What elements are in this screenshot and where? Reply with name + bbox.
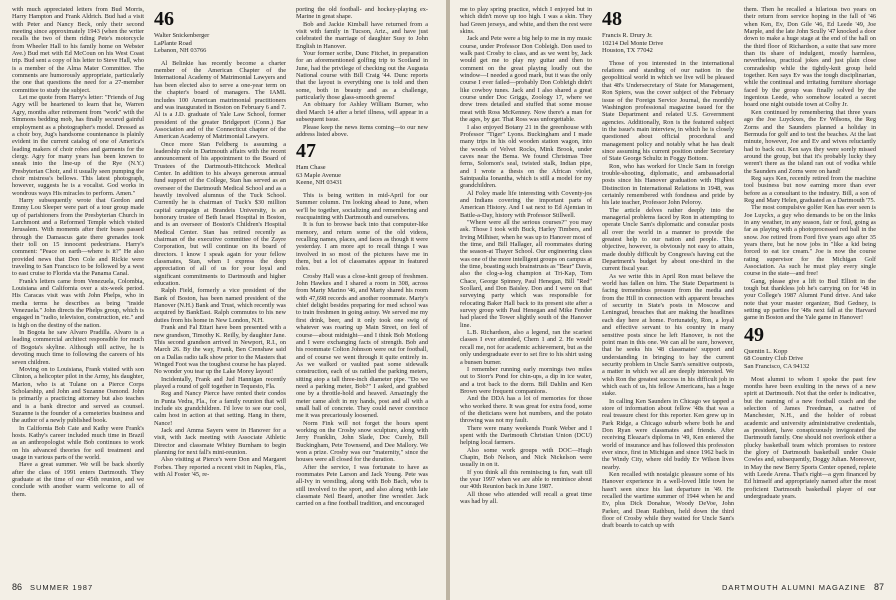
paragraph: This is being written in mid-April for our Summer column. I'm looking ahead to June, when we'll be together, socializing and remembering and reacquainting with Dartmouth and ourselves. bbox=[296, 191, 428, 221]
paragraph: Reg says Ken, recently retired from the machine tool business but now earning more than ever before as a consultant to the industry. Bill, a son of Reg and Mary Helen, graduated as a Dartmouth '75. bbox=[744, 174, 876, 204]
class-number-49: 49 bbox=[744, 323, 764, 346]
paragraph: porting the old football- and hockey-playing ex-Marine in great shape. bbox=[296, 6, 428, 21]
address-line: 68 Country Club Drive bbox=[744, 355, 804, 363]
paragraph: Also visiting at Pierce's were Don and Margaret Forbes. They reported a recent visit in Naples, Fla., with Al Foster '45, re- bbox=[154, 456, 286, 479]
class-secretary-address-46 bbox=[154, 32, 286, 55]
paragraph: In calling Ken Saunders in Chicago we tapped a store of information about fellow '48s that was a real treasure chest for this reporter. Ken grew up in Park Ridge, a Chicago suburb where both he and Don Ryan were classmates and friends. After receiving Eleazar's diploma in '49, Ken entered the world of insurance and has followed this profession ever since, first in Michigan and since 1962 back in the Windy City, where old buddy Ev Wilson lives nearby. bbox=[602, 397, 734, 471]
paragraph: Crosby Hall was a close-knit group of freshmen. John Hawkes and I shared a room in 308, across from Marty Marino '46, and Marty shared his room with 47,698 records and another roommate. Marty's chief delight besides preparing for med school was to train freshmen in going astray. We served me my first drink, beer, and it only took one swig of whatever was roaring up Main Street, on feel of course—about midnight—and I think Bob Motlong and I were exchanging facts of strength. Bob and his roommate Colton Johnson were out for football, and of course we went through it quite entirely in. As we walked or vaulted past some sidewalk construction, each of us rattled the parking meters, sitting atop a tall three-inch diameter pipe. "Do we need a parking meter, Bob?" I asked, and grabbed one by a throttle-hold and heaved. Amazingly the meter came aloft in my hands, post and all with a small ball of concrete. They could never convince me it was precariously loosened. bbox=[296, 272, 428, 420]
paragraph: Bob and Jackie Kimball have returned from a visit with family in Tucson, Ariz., and have just celebrated the marriage of daughter Susy to John English in Hanover. bbox=[296, 20, 428, 50]
paragraph: Ken recalled with nostalgic pleasure some of his Hanover experience in a well-loved little town he hasn't seen since his last departure in '49. He recalled the wartime summer of 1944 when he and Ev, plus Dick Donahue, Woody DeVoe, John Parker, and Dean Rathbun, held down the third floor of Crosby while they waited for Uncle Sam's draft boards to catch up with bbox=[602, 471, 734, 530]
paragraph: Once more Stan Feldberg is assuming a leadership role in Dartmouth affairs with the recent announcement of his appointment to the Board of Trustees of the Dartmouth-Hitchcock Medical Center. In addition to his always generous annual fund support of the College, Stan has served as an overseer of the Dartmouth Medical School and as a heavily involved alumnus of the Tuck School. Currently he is chairman of Tuck's $30 million capital campaign at Brandeis University, is an honorary trustee of Beth Israel Hospital in Boston, and is an overseer of Boston's Children's Hospital Medical Center. Stan has retired recently as chairman of the executive committee of the Zayre Corporation, but will continue on its board of directors. I know I speak again for your fellow classmates, Stan, when I express the deep appreciation of all of us for your loyal and significant commitments to Dartmouth and higher education. bbox=[154, 140, 286, 288]
class-number-46: 46 bbox=[154, 8, 174, 30]
page-number: 86 bbox=[12, 582, 23, 592]
paragraph: Reg and Nancy Pierce have rented their condos in Punta Vedra, Fla., for a family reunion that will include six grandchildren. I'd love to see our cool, calm host in action at that setting. Hang in there, Nance! bbox=[154, 390, 286, 427]
paragraph: There were many weekends Frank Weber and I spent with the Dartmouth Christian Union (DCU) helping local farmers. bbox=[460, 424, 592, 447]
paragraph: Most alumni to whom I spoke the past few months have been exulting in the news of a new spirit at Dartmouth. Not that the order is indicative, but the naming of a new football coach and the selection of James Freedman, a native of Manchester, N.H., and the holder of robust academic and university administrative credentials, as president, have conspicuously invigorated the Dartmouth family. One should not overlook either a plucky basketball team which promises to restore the glory of Dartmouth basketball under Ossie Cowles and, subsequently, Doggy Julian. Moreover, in May the new Berry Sports Center opened, replete with Leede Arena. That's right—a gym financed by Ed himself and appropriately named after the most proficient Dartmouth basketball player of our undergraduate years. bbox=[744, 375, 876, 501]
paragraph: It is fun to browse back into that computer-like memory, and return some of the old videos, recalling names, places, and faces as though it were yesterday. I am more apt to recall things I was involved in so most of the pictures have me in them, but a lot of classmates appear in featured roles. bbox=[296, 221, 428, 273]
left-folio bbox=[12, 582, 93, 592]
paragraph: If you think all this reminiscing is fun, wait till the year 1997 when we are able to reminisce about our 40th Reunion back in June 1987. bbox=[460, 468, 592, 491]
class-secretary-address-47 bbox=[296, 164, 428, 187]
paragraph: The article delves rather deeply into the managerial problems faced by Ron in attempting to operate Uncle Sam's diplomatic and consular posts all over the world in a manner to provide the greatest help to our nation and people. This objective, however, is obviously not easy to attain, made doubly difficult by Congress's having cut the Department's budget by about one-third in the current fiscal year. bbox=[602, 206, 734, 273]
paragraph: Also some work groups with DOC—Hugh Chapin, Bob Nelson, and Nick Nickelson were usually in on it. bbox=[460, 446, 592, 469]
paragraph: Have a great summer. We will be back shortly after the class of 1991 enters Dartmouth. They graduate at the time of our 45th reunion, and we conclude with another warm welcome to all of them. bbox=[12, 461, 144, 498]
paragraph: As we write this in April Ron must believe the world has fallen on him. The State Department is facing tremendous pressure from the media and from the Hill in connection with apparent breaches of security in State's posts in Moscow and Leningrad, breaches that are making the headlines each day here at home. Fortunately, Ron, a loyal and effective servant to his country in many sensitive posts since he left Hanover, is not the point man in this one. We can all be sure, however, that he seeks his '48 classmates' support and understanding in bringing to bay the current security problem in Uncle Sam's sensitive outposts, a matter in which we all are deeply interested. We wish Ron the greatest success in his difficult job in which each of us, his fellow Americans, has a huge stake. bbox=[602, 272, 734, 398]
paragraph: Gang, please give a lift to Bud Elliott in the tough but thankless job he's carrying on for '48 in your College's 1987 Alumni Fund drive. And take note that your master organizer, Bud Gedney, is setting up parties for '48s next fall at the Harvard game in Boston and the Yale game in Hanover! bbox=[744, 277, 876, 322]
paragraph: Please keep the news items coming—to our new address listed above. bbox=[296, 123, 428, 138]
paragraph: Those of you interested in the international relations and standing of our nation in the geopolitical world in which we live will be pleased that 48's Undersecretary of State for Management, Ron Spiers, was the cover subject of the February issue of the Foreign Service Journal, the monthly Washington professional magazine issued for the State Department and related U.S. Government agencies. Additionally, Ron is the featured subject in the issue's main interview, in which he is closely questioned about official procedural and management policy and notably what he has dealt since assuming his current position under Secretary of State George Schultz in Foggy Bottom. bbox=[602, 59, 734, 163]
paragraph: Frank's letters came from Venezuela, Colombia, Louisiana and California over a six-week period. His Caracas visit was with John Phelps, who in media terms he describes as being "inside Venezuela." John directs the Phelps group, which is engaged in "radio, television, construction, etc." and is high on the destiny of the nation. bbox=[12, 277, 144, 329]
paragraph: L.B. Richardson, also a legend, ran the scariest classes I ever attended, Chem 1 and 2. He would recall me, not for academic achievement, but as the only undergraduate ever to set fire to his shirt using a bunsen burner. bbox=[460, 329, 592, 366]
class-number-47: 47 bbox=[296, 140, 316, 163]
left-column-1 bbox=[12, 6, 144, 574]
issue-title: SUMMER 1987 bbox=[30, 583, 94, 592]
paragraph: All those who attended will recall a great time was had by all. bbox=[460, 490, 592, 506]
paragraph: Ken continued by remembering that three years ago the Joe Luyckxes, the Ev Wilsons, the Reg Zorns and the Saunders planned a holiday in Bermuda for golf and to test the beaches. At the last minute, however, Joe and Ev and wives reluctantly had to back out. Ken says they were sorely missed around the group, but that it's probably lucky they weren't there as the island ran out of vodka while the Saunders and Zorns were on hand! bbox=[744, 108, 876, 175]
right-page bbox=[450, 0, 896, 600]
paragraph: Al Belinkie has recently become a charter member of the American Chapter of the International Academy of Matrimonial Lawyers and has been elected also to serve a one-year term on the chapter's board of managers. The IAML includes 100 American matrimonial practitioners and was inaugurated in Boston on February 6 and 7. Al is a J.D. graduate of Yale Law School, former president of the greater Bridgeport (Conn.) Bar Association and of the Connecticut chapter of the American Academy of Matrimonial Lawyers. bbox=[154, 59, 286, 141]
paragraph: Incidentally, Frank and Jud Hannigan recently played a round of golf together in Tequesto, Fla. bbox=[154, 375, 286, 390]
address-line: Quentin L. Kopp bbox=[744, 347, 788, 355]
paragraph: Jack and Pete were a big help to me in my music course, under Professor Don Cobleigh. Don used to walk past Crosby to class, and as we went by, Jack would get me to play my guitar and then to comment on the great playing loudly out the window—I needed a good mark, but it was the only course I ever failed—probably Don Cobleigh didn't like cowboy tunes. Jack and I also shared a great course under Doc Griggs, Zoology 17, where we drew trees detailed and stuffed that some mouse meat with Ross McKenney. Now there's a man for the ages, by gar. That Ross was unforgettable. bbox=[460, 35, 592, 124]
class-48-notes-continued bbox=[744, 6, 876, 322]
paragraph: I also enjoyed Botany 21 in the greenhouse with Professor "Tiger" Lyons. Buckingham and I made many trips in his old wooden station wagon, into the woods of Velvet Rocks, Mink Brook, under caves near the Bema. We found Christmas Tree ferns, Solomon's seal, twisted stalk, Indian pipe, and I wrote a thesis on the African violet, Saintpaulia Ionantha, which is still a model for my grandchildren. bbox=[460, 123, 592, 190]
class-48-notes bbox=[602, 60, 734, 530]
paragraph: I remember running early mornings two miles out to Storr's Pond for chin-ups, a dip in ice water, and a trot back to the dorm. Bill Dahlin and Ken Brown were frequent companions. bbox=[460, 365, 592, 395]
right-column-1 bbox=[460, 6, 592, 574]
paragraph: And the DDA has a lot of memories for those who worked there. It was great for extra food, some of the dieticians were hot numbers, and the potato throwing was not my fault. bbox=[460, 395, 592, 425]
class-46-notes bbox=[154, 60, 286, 479]
paragraph: "Where were all the serious courses?" you may ask. Those I took with Buck, Harley Timbers, and Irving Milhiser, when he was up to Hanover most of the time, and Bill Hallager, all roommates during the season-at Thayer School. Our engineering class was one of the more intelligent groups on campus at the time, boasting such brainstrusts as "Bear" Davis, also the clog-a-log champion at Tri-Kap, Tom Chace, George Spinney, Paul Henegan, Bill "Red" Scollard, and Don Baisley. Don and I were on that surveying party which was responsible for relocating Baker Hall back to its present site after a survey group with Paul Henegan and Mike Fender had placed the Tower slightly south of the Hanover line. bbox=[460, 218, 592, 329]
paragraph: them. Then he recalled a hilarious two years on their return from service hoping in the fall of '46 when Ken, Ev, Don Gile '46, Ed Leede '49, Joe Marple, and the late John Scully '47 knocked a door down to make a huge stage at the end of the hall on the third floor of Richardson, a suite that saw more than its share of indulgent, mostly harmless, nevertheless, practical jokes and just plain close comradeship while the tightly-knit group held together. Ken says Ev was the tough disciplinarian, while the continual and irritating furniture shortage faced by the group was finally solved by the ingenious Leede, who somehow located a secret hoard one night outside town at Colby Jr. bbox=[744, 6, 876, 109]
address-line: 10214 Del Monte Drive bbox=[602, 39, 664, 47]
paragraph: Moving on to Louisiana, Frank visited with son Clinton, a helicopter pilot in the Army, his daughter, Marion, who is at Tulane on a Pierce Corps Scholarship, and John and Suzanne Osmond. John is primarily a practicing attorney but also teaches and is a bank director and served as counsel. Suzanne is the founder of a cemeteries business and the author of a newly published book. bbox=[12, 365, 144, 425]
paragraph: Your former scribe, Dunc Fitchet, in preparation for an aforementioned golfing trip to Scotland in June, had the privilege of checking out the Augusta National course with Bill Craig '44. Dunc reports that the layout is everything one is told and then some, both in beauty and as a challenge, particularly those glass-smooth greens! bbox=[296, 50, 428, 102]
issue-title: DARTMOUTH ALUMNI MAGAZINE bbox=[721, 583, 866, 592]
paragraph: An obituary for Ashley William Burner, who died March 14 after a brief illness, will appear in a subsequent issue. bbox=[296, 101, 428, 124]
class-secretary-address-48 bbox=[602, 32, 734, 55]
right-column-3 bbox=[744, 6, 876, 574]
paragraph: Al Foley made life interesting with Coventy-jos and Indians covering the important parts of American History. And I sat next to Ed Ajemian in Battle-a-Day, history with Professor Stillwell. bbox=[460, 189, 592, 219]
left-page bbox=[0, 0, 446, 600]
address-line: Keene, NH 03431 bbox=[296, 179, 343, 187]
paragraph: Jack and Amma Sayers were in Hanover for a visit, with Jack meeting with Associate Athletic Director and classmate Whitey Burnham to begin planning for next fall's mini-reunion. bbox=[154, 426, 286, 456]
address-line: 63 Maple Avenue bbox=[296, 171, 341, 179]
paragraph: In California Bob Cate and Kathy were Frank's hosts. Kathy's career included much time in Brazil as an anthropologist while Bob continues to work on his advanced theories for soil treatment and usage in various parts of the world. bbox=[12, 424, 144, 461]
paragraph: Let me quote from Harry's letter: "Friends of Jug Agry will be heartened to learn that he, Warren Agry, months after retirement from "work" with the Simmons bedding mob, has finally secured gainful employment as a photographer's model. Dressed as a choir boy, Jug's handsome countenance is plainly evident in the current catalog of one of America's leading makers of choir robes and garments for the clergy. Agry for many years has been known to sneak into the line-up of the Rye (N.Y.) Presbyterian Choir, and it usually seen pumping the choir mistress's bellows. This latest photograph, however, suggests he is a vocalist. God works in wondrous ways His miracles to perform. Amen." bbox=[12, 94, 144, 197]
address-line: Lebanon, NH 03766 bbox=[154, 47, 207, 55]
paragraph: The most compulsive golfer Ken has ever seen is Joe Luyckx, a guy who demands to be on the links in any weather, in any season, fair or foul, going as far as playing with a photoprocessed red ball in the snow. Joe retired from Ford five years ago after 35 years there, but he now jobs in "like a kid being forced to eat ice cream." Joe is now the course rating supervisor for the Michigan Golf Association. As such he must play every single course in the state—and free! bbox=[744, 204, 876, 278]
right-folio bbox=[722, 582, 884, 592]
class-secretary-address-49 bbox=[744, 348, 876, 371]
paragraph: me to play spring practice, which I enjoyed but in which didn't move up too high. I was a skin. They had Green jerseys, and white, and then the rest were skins. bbox=[460, 6, 592, 36]
class-46-notes-continued bbox=[296, 6, 428, 138]
paragraph: Ralph Field, formerly a vice president of the Bank of Boston, has been named president of the Hanover (N.H.) Bank and Trust, which recently was acquired by BankEast. Ralph commutes to his new duties from his home in New London, N.H. bbox=[154, 287, 286, 324]
paragraph: with much appreciated letters from Bud Morris, Harry Hampton and Frank Aldrich. Bud had a visit with Peter and Nancy Beck, only their second meeting since approximately 1943 (when the writer recalls the two of them riding Pete's motorcycle from Wheeler Hall to his family home on Webster Ave.) Bud met with Ed McCoun on his West Coast trip. Bud sent a copy of his letter to Steve Hall, who is a member of the Alma Mater Committee. The comments are humorously appropriate, particularly the one that questions the need for a 27-member committee to study the subject. bbox=[12, 6, 144, 94]
page-number: 87 bbox=[873, 582, 884, 592]
class-47-notes bbox=[296, 192, 428, 508]
paragraph: After the service, I was fortunate to have as roommates Pete Larson and Jack Young. Pete was all-Ivy in wrestling, along with Bob Bach, who is still involved to the sport, and also along with late classmate Neil Beard, another fine wrestler. Jack carried on a fine football tradition, and encouraged bbox=[296, 463, 428, 508]
address-line: LaPlante Road bbox=[154, 39, 192, 47]
paragraph: Harry subsequently wrote that Gordon and Emmy Lou Sleeper were part of a tour group made up of parishioners from the Presbyterian Church in Larchmont and a Reformed Temple which visited Jerusalem. With moments after their buses passed through the Damascus gate there grenades took their toll on 15 innocent pedestrians. Harry's comment: "Peace on earth—where is it?" He also provided news that Don Cole and Rickie were traveling to San Francisco to be followed by a west to east cruise to Florida via the Panama Canal. bbox=[12, 196, 144, 278]
class-49-notes bbox=[744, 376, 876, 501]
right-column-2 bbox=[602, 6, 734, 574]
address-line: Ham Chase bbox=[296, 164, 326, 172]
paragraph: Frank and Fal Ettari have been presented with a new grandson, Timothy K. Reilly, by daughter Jane. This second grandson arrived in Newport, R.I., on March 26. By the way, Frank, Ben Crenshaw said on a Dallas radio talk show prior to the Masters that Winged Foot was the toughest course he has played. No wonder you tear up the Lake Morey layout! bbox=[154, 324, 286, 376]
paragraph: Norm Fink will not forget the hours spent working on the Crosby snow sculpture, along with Jerry Franklin, John Slade, Doc Curely, Bill Buckingham, Pete Townsend, and Dee Mallory. We won a prize. Crosby was our "maternity," since the houses were all closed for the duration. bbox=[296, 419, 428, 464]
address-line: San Francisco, CA 94132 bbox=[744, 362, 810, 370]
left-column-3 bbox=[296, 6, 428, 574]
class-number-48: 48 bbox=[602, 8, 622, 30]
paragraph: In Bogota he saw Alvaro Pradilla. Alvaro is a leading commercial architect responsible for much of Bogota's skyline. Although still active, he is devoting much time to following the careers of his seven children. bbox=[12, 329, 144, 366]
left-column-2 bbox=[154, 6, 286, 574]
address-line: Houston, TX 77042 bbox=[602, 47, 653, 55]
paragraph: Ron, who has worked for Uncle Sam in foreign trouble-shooting, diplomatic, and ambassadorial posts since his Hanover graduation with Highest Distinction in International Relations in 1948, was certainly remembered with fondness and pride by his late teacher, Professor John Peloroy. bbox=[602, 162, 734, 207]
address-line: Francis R. Drury Jr. bbox=[602, 32, 653, 39]
address-line: Walter Snickenberger bbox=[154, 32, 210, 39]
